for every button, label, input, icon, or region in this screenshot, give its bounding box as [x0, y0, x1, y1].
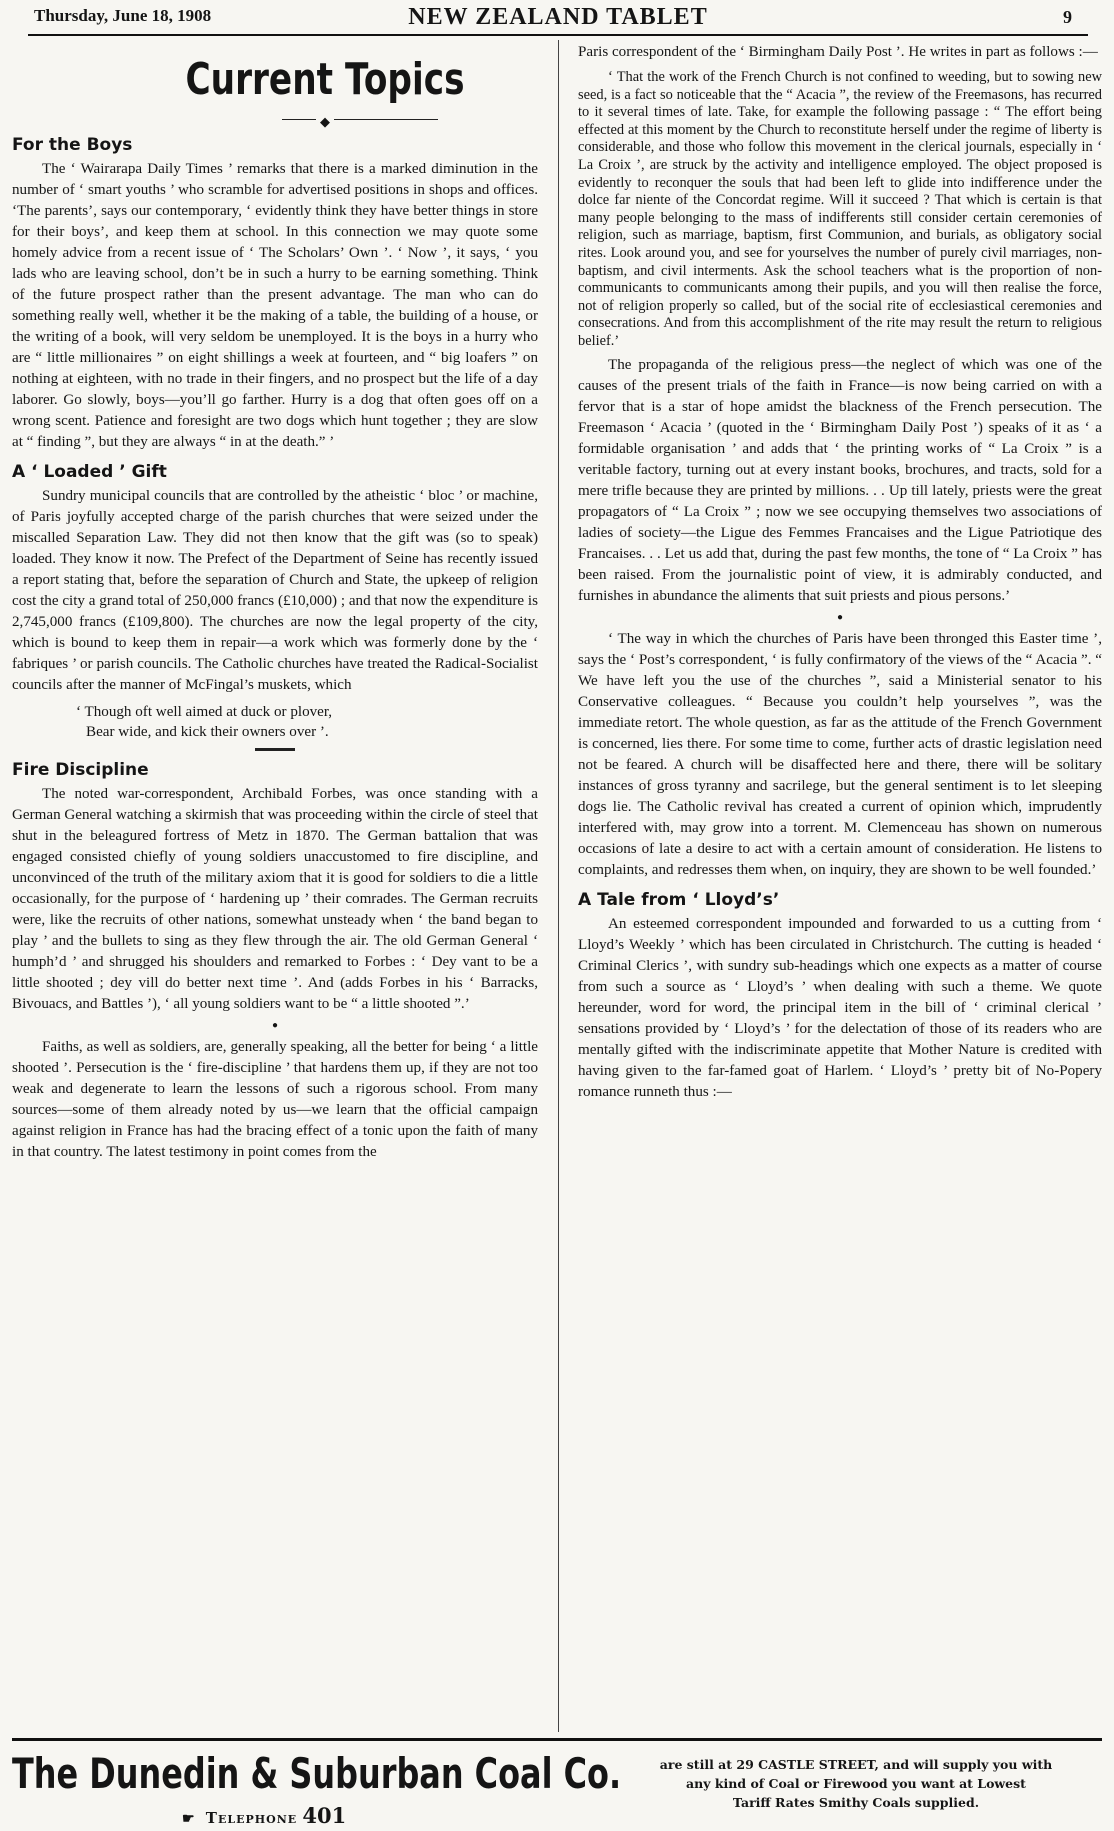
telephone-line — [182, 1803, 346, 1828]
column-divider — [558, 40, 559, 1732]
left-column — [12, 42, 538, 1732]
telephone-label: Telephone — [205, 1809, 298, 1827]
article-paragraph: Sundry municipal councils that are controlled by the atheistic ‘ bloc ’ or machine, of Paris joyfully accepted charge of the parish churches that were seized under the miscalled Separation Law. They did not then know that the gift was (so to speak) loaded. They know it now. The Prefect of the Department of Seine has recently issued a report stating that, before the separation of Church and State, the upkeep of religion cost the city a grand total of 250,000 francs (£10,000) ; and that now the expenditure is 2,745,000 francs (£109,800). The churches are now the legal property of the city, which is bound to keep them in repair—a work which was formerly done by the ‘ fabriques ’ or parish councils. The Catholic churches have treated the Radical-Socialist councils after the manner of McFingal’s muskets, which — [12, 488, 538, 693]
right-column — [578, 42, 1102, 1732]
article-paragraph: ‘ The way in which the churches of Paris have been thronged this Easter time ’, says the ‘ Post’s correspondent, ‘ is fully confirmatory of the views of the “ Acacia ”. “ We have left you the use of the churches ”, said a Ministerial senator to his Conservative colleagues. “ Because you couldn’t help yourselves ”, was the immediate retort. The whole question, as far as the attitude of the French Government is concerned, lies there. For some time to come, further acts of drastic legislation need not be feared. A church will be disaffected here and there, there will be solitary instances of gross tyranny and sacrilege, but the general sentiment is to let sleeping dogs lie. The Catholic revival has created a current of opinion which, imprudently interfered with, may grow into a torrent. M. Clemenceau has shown on numerous occasions of late a desire to act with a certain amount of consideration. He listens to complaints, and redresses them when, on inquiry, they are shown to be well founded.’ — [578, 630, 1102, 878]
page-number: 9 — [1063, 7, 1072, 27]
issue-date: Thursday, June 18, 1908 — [34, 6, 212, 25]
advertiser-name: The Dunedin & Suburban Coal Co. — [12, 1749, 622, 1798]
advertiser-address — [616, 1755, 1096, 1812]
article-paragraph: ‘ That the work of the French Church is not confined to weeding, but to sowing new seed, is a fact so noticeable that the “ Acacia ”, the review of the Freemasons, has recurred to it several times of late. Take, for example the following passage : “ The effort being effected at this moment by the Church to reconstitute herself under the regime of liberty is considerable, and those who follow this movement in the clerical journals, especially in ‘ La Croix ’, are struck by the activity and intelligence employed. The object proposed is evidently to reconquer the souls that had been left to glide into indifference under the dolce far niente of the Concordat regime. Will it succeed ? That which is certain is that many people belonging to the mass of indifferents still consider certain ceremonies of religion, such as marriage, baptism, first Communion, and burials, as obligatory social rites. Look around you, and see for yourselves the number of purely civil marriages, non-baptism, and civil interments. Ask the school teachers what is the proportion of non-communicants to communicants among their pupils, and you will then realise the force, not of religion properly so called, but of the social rite of ecclesiastical ceremonies and consecrations. And from this accomplishment of the rite may result the return to religious belief.’ — [578, 69, 1102, 349]
article-heading: For the Boys — [12, 135, 133, 155]
telephone-number: 401 — [302, 1803, 347, 1828]
address-line: are still at 29 CASTLE STREET, and will supply you with — [659, 1757, 1053, 1772]
verse-line: Bear wide, and kick their owners over ’. — [86, 724, 329, 740]
article-paragraph: Paris correspondent of the ‘ Birmingham Daily Post ’. He writes in part as follows :— — [578, 44, 1098, 60]
article-paragraph: An esteemed correspondent impounded and forwarded to us a cutting from ‘ Lloyd’s Weekly ’ which has been circulated in Christchurch. The cutting is headed ‘ Criminal Clerics ’, with sundry sub-headings which one expects as a matter of course from such a source as ‘ Lloyd’s ’ when dealing with such a theme. We quote hereunder, word for word, the principal item in the bill of ‘ criminal clerical ’ sensations provided by ‘ Lloyd’s ’ for the delectation of those of its readers who are mentally gifted with the indiscriminate appetite that Mother Nature is credited with having given to the far-famed goat of Harlem. ‘ Lloyd’s ’ pretty bit of No-Popery romance runneth thus :— — [578, 915, 1102, 1100]
article-heading: A Tale from ‘ Lloyd’s’ — [578, 889, 780, 910]
address-line: any kind of Coal or Firewood you want at Lowest — [686, 1776, 1026, 1791]
address-line: Tariff Rates Smithy Coals supplied. — [732, 1795, 980, 1810]
masthead-ornament — [112, 112, 538, 129]
page-header — [28, 4, 1088, 36]
diamond-ornament-icon: ◆ — [316, 115, 334, 129]
verse-quote — [76, 702, 538, 742]
article-heading: A ‘ Loaded ’ Gift — [12, 462, 167, 482]
bullet-separator-icon: ● — [271, 1020, 279, 1031]
section-masthead: Current Topics — [185, 54, 465, 105]
article-heading: Fire Discipline — [12, 760, 149, 780]
verse-line: ‘ Though oft well aimed at duck or plover, — [76, 704, 333, 720]
bullet-separator-icon: ● — [836, 611, 844, 623]
advertisement-footer — [12, 1738, 1102, 1829]
article-paragraph: The noted war-correspondent, Archibald Forbes, was once standing with a German General watching a skirmish that was proceeding within the circle of steel that shut in the beleagured fortress of Metz in 1870. The German battalion that was engaged consisted chiefly of young soldiers unaccustomed to fire discipline, and unconvinced of the truth of the military axiom that it is good for soldiers to die a little occasionally, for the purpose of ‘ hardening up ’ their comrades. The German recruits were, like the recruits of other nations, somewhat unsteady when ‘ the band began to play ’ and the bullets to sing as they flew through the air. The old German General ‘ humph’d ’ and shrugged his shoulders and remarked to Forbes : ‘ Dey vant to be a little shooted ; dey vill do better next time ’. And (adds Forbes in his ‘ Barracks, Bivouacs, and Battles ’), ‘ all young soldiers want to be “ a little shooted ”.’ — [12, 786, 538, 1012]
article-paragraph: The ‘ Wairarapa Daily Times ’ remarks that there is a marked diminution in the number of ‘ smart youths ’ who scramble for advertised positions in shops and offices. ‘The parents’, says our contemporary, ‘ evidently think they have better things in store for their boys’, and keep them at school. In this connection we may quote some homely advice from a recent issue of ‘ The Scholars’ Own ’. ‘ Now ’, it says, ‘ you lads who are leaving school, don’t be in such a hurry to be earning something. Think of the future prospect rather than the present advantage. The man who can do something really well, whether it be the making of a table, the building of a house, or the writing of a book, will very seldom be unemployed. It is the boys in a hurry who are “ little millionaires ” on eight shillings a week at fourteen, and “ big loafers ” on nothing at eighteen, with no trade in their fingers, and no prospect but the life of a day laborer. Go slowly, boys—you’ll go farther. Hurry is a dog that often goes off on a wrong scent. Patience and foresight are two dogs which hunt together ; they are slow at “ finding ”, but they are always “ in at the death.” ’ — [12, 161, 538, 450]
article-paragraph: The propaganda of the religious press—the neglect of which was one of the causes of the present trials of the faith in France—is now being carried on with a fervor that is a star of hope amidst the blackness of the French persecution. The Freemason ‘ Acacia ’ (quoted in the ‘ Birmingham Daily Post ’) speaks of it as ‘ a formidable organisation ’ and adds that ‘ the printing works of “ La Croix ” is a veritable factory, turning out at every instant books, brochures, and tracts, sold for a mere trifle because they are printed by millions. . . Up till lately, priests were the great propagators of “ La Croix ” ; now we see occupying themselves two associations of ladies of society—the Ligue des Femmes Francaises and the Ligue Patriotique des Francaises. . . Let us add that, during the past few months, the tone of “ La Croix ” has been raised. From the journalistic point of view, it is admirably conducted, and furnishes in abundance the aliments that suit priests and pious persons.’ — [578, 356, 1102, 604]
section-separator — [255, 748, 295, 751]
publication-title: NEW ZEALAND TABLET — [408, 4, 708, 30]
pointing-hand-icon: ☛ — [182, 1811, 195, 1827]
article-paragraph: Faiths, as well as soldiers, are, generally speaking, all the better for being ‘ a little shooted ’. Persecution is the ‘ fire-discipline ’ that hardens them up, if they are not too weak and degenerate to learn the lessons of such a rigorous school. From many sources—some of them already noted by us—we learn that the official campaign against religion in France has had the bracing effect of a tonic upon the faith of many in that country. The latest testimony in point comes from the — [12, 1039, 538, 1160]
